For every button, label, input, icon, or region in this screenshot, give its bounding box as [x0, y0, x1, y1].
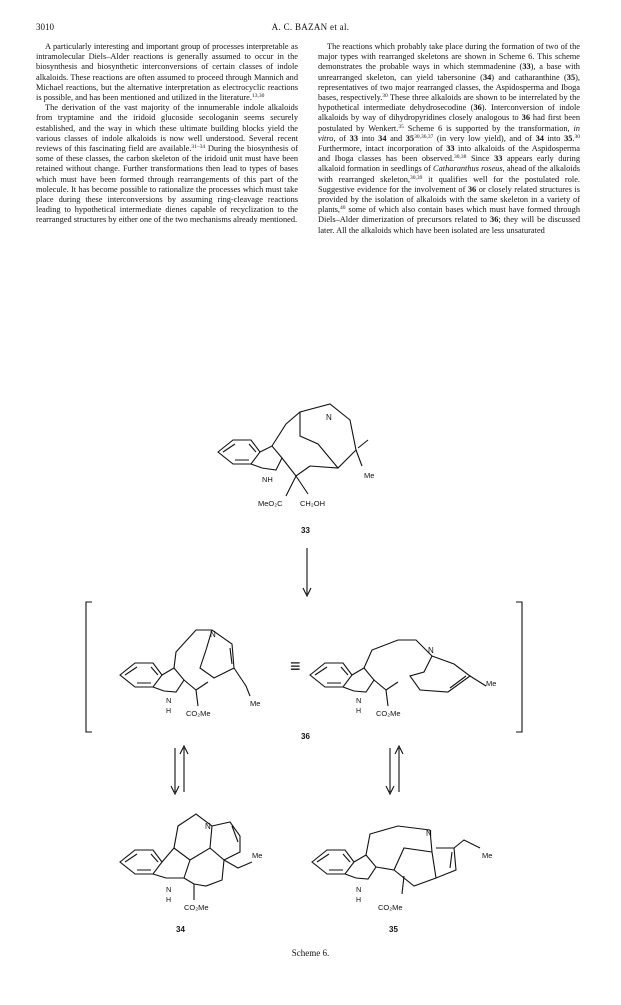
structure-label: N: [326, 413, 332, 422]
paragraph: The reactions which probably take place during the formation of two of the major types with rearranged skeletons are shown in Scheme 6. This scheme demonstrates the probable ways in which stemmadenine (33), a base with unrearranged skeleton, can yield tabersonine (34) and catharanthine (35), representatives of two major rearranged classes, the Aspidosperma and Iboga bases, respectively.$^{30}$ These three alkaloids are shown to be interrelated by the hypothetical intermediate dehydrosecodine (36). Interconversion of indole alkaloids by way of dihydropyridines closely analogous to 36 had first been postulated by Wenkert.$^{35}$ Scheme 6 is supported by the transformation, in vitro, of 33 into 34 and 35$^{30,36,37}$ (in very low yield), and of 34 into 35.30 Furthermore, intact incorporation of 33 into alkaloids of the Aspidosperma and Iboga classes has been observed.$^{30,38}$ Since 33 appears early during alkaloid formation in seedlings of Catharanthus roseus, ahead of the alkaloids with rearranged skeleton,$^{30,39}$ it qualifies well for the postulated role. Suggestive evidence for the involvement of 36 or closely related structures is provided by the isolation of alkaloids with the same skeleton in a variety of plants,$^{40}$ some of which also contain bases which must have formed through Diels–Alder dimerization of precursors related to 36; they will be discussed later. All the alkaloids which have been isolated are less unsaturated: [318, 42, 580, 235]
running-header: [36, 22, 585, 36]
equivalence-sign: ≡: [290, 656, 301, 676]
structure-label: N: [426, 829, 432, 838]
structure-label: Me: [250, 699, 261, 708]
structure-label: CO₂Me: [376, 709, 401, 718]
paragraph: A particularly interesting and important group of processes interpretable as intramolecular Diels–Alder reactions is generally assumed to occur in the biosynthesis and biosynthetic interconversions of certain classes of indole alkaloids. These reactions are often assumed to proceed through Mannich and Michael reactions, but the alternative interpretation as electrocyclic reactions is possible, and has been mentioned and utilized in the literature.$^{13,30}$: [36, 42, 298, 103]
structure-label: H: [166, 897, 172, 904]
bracket-left: [86, 602, 92, 732]
structure-label: N: [166, 885, 172, 894]
structure-label: Me: [364, 471, 375, 480]
structure-label: Me: [482, 851, 493, 860]
structure-label: N: [210, 630, 216, 639]
structure-36-left: [120, 630, 250, 706]
structure-label: N: [356, 885, 362, 894]
structure-label: N: [166, 696, 172, 705]
structure-36-right: [310, 640, 486, 706]
left-column: [36, 42, 298, 226]
scheme-caption: Scheme 6.: [291, 948, 330, 958]
structure-label: H: [356, 708, 362, 715]
scheme-6-figure: [0, 340, 621, 934]
structure-label: CO₂Me: [186, 709, 211, 718]
compound-number-36: 36: [301, 732, 310, 741]
page-number: 3010: [36, 22, 54, 32]
structure-label: N: [428, 646, 434, 655]
structure-label: NH: [262, 475, 273, 484]
structure-label: Me: [252, 851, 263, 860]
reaction-arrow-down: [303, 548, 311, 596]
structure-label: H: [166, 708, 172, 715]
reaction-arrow-down: [386, 748, 394, 794]
running-authors: A. C. BAZAN et al.: [271, 22, 350, 32]
compound-number-34: 34: [176, 925, 185, 934]
reaction-arrow-up: [395, 746, 403, 792]
right-column: [318, 42, 580, 236]
reaction-arrow-down: [171, 748, 179, 794]
compound-number-35: 35: [389, 925, 398, 934]
structure-35: [312, 826, 480, 894]
reaction-arrow-up: [180, 746, 188, 792]
structure-label: CO₂Me: [378, 903, 403, 912]
structure-33: [218, 404, 368, 496]
paragraph: The derivation of the vast majority of the innumerable indole alkaloids from tryptamine and the iridoid glucoside secologanin seems securely established, and the way in which these ultimate building blocks yield the various classes of indole alkaloids is now well understood. Several recent reviews of this fascinating field are available.$^{31-34}$ During the biosynthesis of some of these classes, the carbon skeleton of the iridoid unit must have been retained without change. Further transformations then lead to types of bases which must have been formed through rearrangements of this part of the molecule. It has become possible to rationalize the processes which must take place during these interconversions by assuming ring-cleavage reactions leading to hypothetical intermediate dienes capable of recyclization to the rearranged structures by either one of the two mechanisms already mentioned.: [36, 103, 298, 225]
compound-number-33: 33: [301, 526, 310, 535]
structure-label: H: [356, 897, 362, 904]
structure-34: [120, 814, 252, 900]
bracket-right: [516, 602, 522, 732]
structure-label: N: [356, 696, 362, 705]
structure-label: Me: [486, 679, 497, 688]
structure-label: MeO₂C: [258, 499, 283, 508]
structure-label: CO₂Me: [184, 903, 209, 912]
structure-label: N: [205, 822, 211, 831]
structure-label: CH₂OH: [300, 499, 325, 508]
